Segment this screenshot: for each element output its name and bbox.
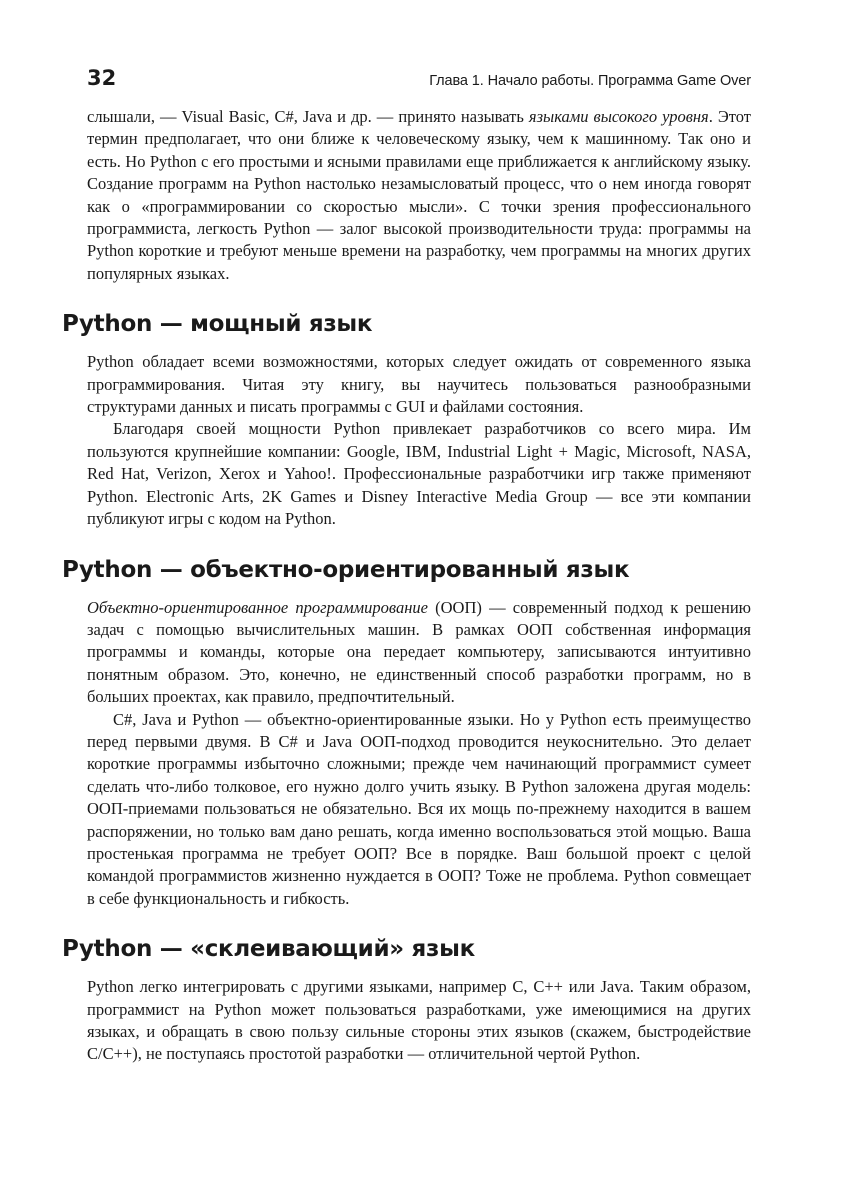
oop-paragraph-2: C#, Java и Python — объектно-ориентированные языки. Но у Python есть преимущество перед первыми двумя. В C# и Java ООП-подход проводится неукоснительно. Это делает короткие программы избыточно сложными; прежде чем начинающий программист сумеет сделать что-либо толковое, его нужно долго учить языку. В Python заложена другая модель: ООП-приемами пользоваться не обязательно. Вся их мощь по-прежнему находится в вашем распоряжении, но только вам дано решать, когда именно воспользоваться этой мощью. Ваша простенькая программа не требует ООП? Все в порядке. Ваш большой проект с целой командой программистов жизненно нуждается в ООП? Тоже не проблема. Python совмещает в себе функциональность и гибкость.	[87, 709, 751, 908]
intro-paragraph	[87, 106, 751, 285]
intro-emphasis: языками высокого уровня	[528, 107, 709, 126]
book-page	[62, 66, 751, 1066]
oop-paragraph-1	[87, 597, 751, 709]
powerful-paragraph-2: Благодаря своей мощности Python привлекает разработчиков со всего мира. Им пользуются крупнейшие компании: Google, IBM, Industrial Light + Magic, Microsoft, NASA, Red Hat, Verizon, Xerox и Yahoo!. Профессиональные разработчики игр также применяют Python. Electronic Arts, 2K Games и Disney Interactive Media Group — все эти компании публикуют игры с кодом на Python.	[87, 419, 751, 529]
section-heading-oop: Python — объектно-ориентированный язык	[62, 556, 630, 583]
intro-text-a: слышали, — Visual Basic, C#, Java и др. — принято называть	[87, 107, 529, 126]
page-number: 32	[87, 66, 117, 90]
oop-emphasis: Объектно-ориентированное программирование	[87, 597, 428, 617]
glue-paragraph-1: Python легко интегрировать с другими языками, например C, C++ или Java. Таким образом, программист на Python может пользоваться разработками, уже имеющимися на других языках, и обращать в свою пользу сильные стороны этих языков (скажем, быстродействие C/C++), не поступаясь простотой разработки — отличительной чертой Python.	[87, 977, 751, 1064]
running-head: Глава 1. Начало работы. Программа Game Over	[429, 73, 751, 89]
section-heading-glue: Python — «склеивающий» язык	[62, 936, 475, 963]
oop-text: (ООП) — современный подход к решению задач с помощью вычислительных машин. В рамках ООП собственная информация программы и команды, которые она передает компьютеру, записываются интуитивно понятным образом. Это, конечно, не единственный способ разработки программ, но в больших проектах, как правило, предпочтительный.	[87, 597, 751, 707]
section-heading-powerful: Python — мощный язык	[62, 311, 373, 338]
powerful-paragraph-1: Python обладает всеми возможностями, которых следует ожидать от современного языка программирования. Читая эту книгу, вы научитесь пользоваться разнообразными структурами данных и писать программы с GUI и файлами состояния.	[87, 352, 751, 417]
page-header	[87, 66, 751, 106]
intro-text-b: . Этот термин предполагает, что они ближе к человеческому языку, чем к машинному. Так оно и есть. Но Python с его простыми и ясными правилами еще приближается к английскому языку. Создание программ на Python настолько незамысловатый процесс, что о нем иногда говорят как о «программировании со скоростью мысли». С точки зрения профессионального программиста, легкость Python — залог высокой производительности труда: программы на Python короткие и требуют меньше времени на разработку, чем программы на многих других популярных языках.	[87, 107, 751, 283]
